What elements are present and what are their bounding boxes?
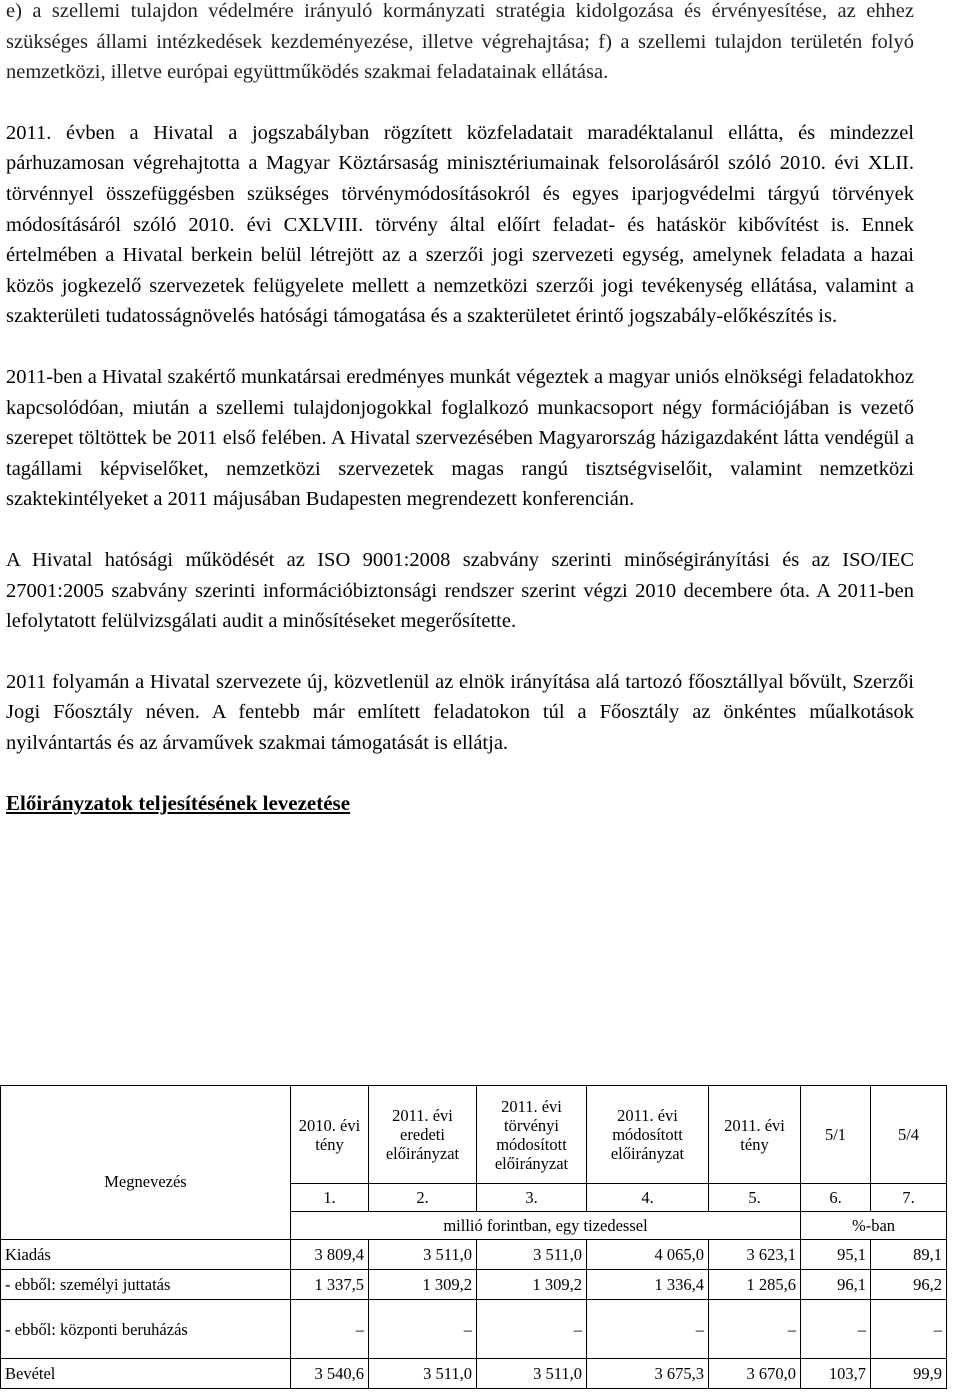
row-label: - ebből: személyi juttatás	[1, 1270, 291, 1300]
table-row-kiadas	[1, 1240, 947, 1270]
value-cell: –	[369, 1300, 477, 1359]
value-cell: 3 675,3	[587, 1359, 709, 1389]
header-col2: 2011. évi eredeti előirányzat	[369, 1086, 477, 1184]
header-col5: 2011. évi tény	[709, 1086, 801, 1184]
row-label: - ebből: központi beruházás	[1, 1300, 291, 1359]
table-header-row	[1, 1086, 947, 1184]
index-cell: 5.	[709, 1184, 801, 1212]
value-cell: 95,1	[801, 1240, 871, 1270]
header-col3: 2011. évi törvényi módosított előirányzat	[477, 1086, 587, 1184]
paragraph-new-department: 2011 folyamán a Hivatal szervezete új, közvetlenül az elnök irányítása alá tartozó főosztállyal bővült, Szerzői Jogi Főosztály néven. A fentebb már említett feladatokon túl a Főosztály az önkéntes műalkotások nyilvántartás és az árvaművek szakmai támogatását is ellátja.	[6, 670, 914, 754]
index-cell: 7.	[871, 1184, 947, 1212]
unit-money: millió forintban, egy tizedessel	[291, 1212, 801, 1240]
value-cell: 4 065,0	[587, 1240, 709, 1270]
header-col1: 2010. évi tény	[291, 1086, 369, 1184]
row-label: Kiadás	[1, 1240, 291, 1270]
table-row-bevetel	[1, 1359, 947, 1389]
value-cell: 3 511,0	[477, 1240, 587, 1270]
value-cell: 1 285,6	[709, 1270, 801, 1300]
value-cell: 1 309,2	[369, 1270, 477, 1300]
value-cell: –	[801, 1300, 871, 1359]
value-cell: 3 511,0	[477, 1359, 587, 1389]
value-cell: 89,1	[871, 1240, 947, 1270]
table-row-szemelyi	[1, 1270, 947, 1300]
value-cell: 3 670,0	[709, 1359, 801, 1389]
header-col4: 2011. évi módosított előirányzat	[587, 1086, 709, 1184]
paragraph-iso: A Hivatal hatósági működését az ISO 9001:2008 szabvány szerinti minőségirányítási és az ISO/IEC 27001:2005 szabvány szerinti információbiztonsági rendszer szerint végzi 2010 decembere óta. A 2011-ben lefolytatott felülvizsgálati audit a minősítéseket megerősítette.	[6, 548, 914, 633]
value-cell: 96,1	[801, 1270, 871, 1300]
row-label: Bevétel	[1, 1359, 291, 1389]
value-cell: 1 309,2	[477, 1270, 587, 1300]
document-page	[6, 0, 914, 818]
index-cell: 2.	[369, 1184, 477, 1212]
budget-table	[0, 1085, 947, 1389]
index-cell: 3.	[477, 1184, 587, 1212]
index-cell: 4.	[587, 1184, 709, 1212]
value-cell: –	[709, 1300, 801, 1359]
section-heading: Előirányzatok teljesítésének levezetése	[6, 791, 351, 816]
unit-percent: %-ban	[801, 1212, 947, 1240]
paragraph-tasks: e) a szellemi tulajdon védelmére irányuló kormányzati stratégia kidolgozása és érvényesítése, az ehhez szükséges állami intézkedések kezdeményezése, illetve végrehajtása; f) a szellemi tulajdon területén folyó nemzetközi, illetve európai együttműködés szakmai feladatainak ellátása.	[6, 0, 914, 84]
value-cell: 3 511,0	[369, 1240, 477, 1270]
value-cell: 99,9	[871, 1359, 947, 1389]
value-cell: –	[587, 1300, 709, 1359]
value-cell: 3 511,0	[369, 1359, 477, 1389]
value-cell: 3 623,1	[709, 1240, 801, 1270]
value-cell: 96,2	[871, 1270, 947, 1300]
value-cell: 1 336,4	[587, 1270, 709, 1300]
value-cell: 1 337,5	[291, 1270, 369, 1300]
header-col7: 5/4	[871, 1086, 947, 1184]
value-cell: 103,7	[801, 1359, 871, 1389]
table-row-beruhazas	[1, 1300, 947, 1359]
value-cell: 3 809,4	[291, 1240, 369, 1270]
value-cell: –	[871, 1300, 947, 1359]
value-cell: –	[291, 1300, 369, 1359]
value-cell: 3 540,6	[291, 1359, 369, 1389]
value-cell: –	[477, 1300, 587, 1359]
index-cell: 1.	[291, 1184, 369, 1212]
header-col6: 5/1	[801, 1086, 871, 1184]
index-cell: 6.	[801, 1184, 871, 1212]
paragraph-eu-presidency: 2011-ben a Hivatal szakértő munkatársai eredményes munkát végeztek a magyar uniós elnökségi feladatokhoz kapcsolódóan, miután a szellemi tulajdonjogokkal foglalkozó munkacsoport négy formációjában is vezető szerepet töltöttek be 2011 első felében. A Hivatal szervezésében Magyarország házigazdaként látta vendégül a tagállami képviselőket, nemzetközi szervezetek magas rangú tisztségviselőit, valamint nemzetközi szaktekintélyeket a 2011 májusában Budapesten megrendezett konferencián.	[6, 365, 914, 511]
header-megnevezes: Megnevezés	[1, 1086, 291, 1240]
paragraph-2011-duties: 2011. évben a Hivatal a jogszabályban rögzített közfeladatait maradéktalanul ellátta, és mindezzel párhuzamosan végrehajtotta a Magyar Köztársaság minisztériumainak felsorolásáról szóló 2010. évi XLII. törvénnyel összefüggésben szükséges törvénymódosításokról és egyes iparjogvédelmi tárgyú törvények módosításáról szóló 2010. évi CXLVIII. törvény által előírt feladat- és hatáskör kibővítést is. Ennek értelmében a Hivatal berkein belül létrejött az a szerzői jogi szervezeti egység, amelynek feladata a hazai közös jogkezelő szervezetek felügyelete mellett a nemzetközi szerzői jogi tevékenység ellátása, valamint a szakterületi tudatosságnövelés hatósági támogatása és a szakterületet érintő jogszabály-előkészítés is.	[6, 121, 914, 328]
